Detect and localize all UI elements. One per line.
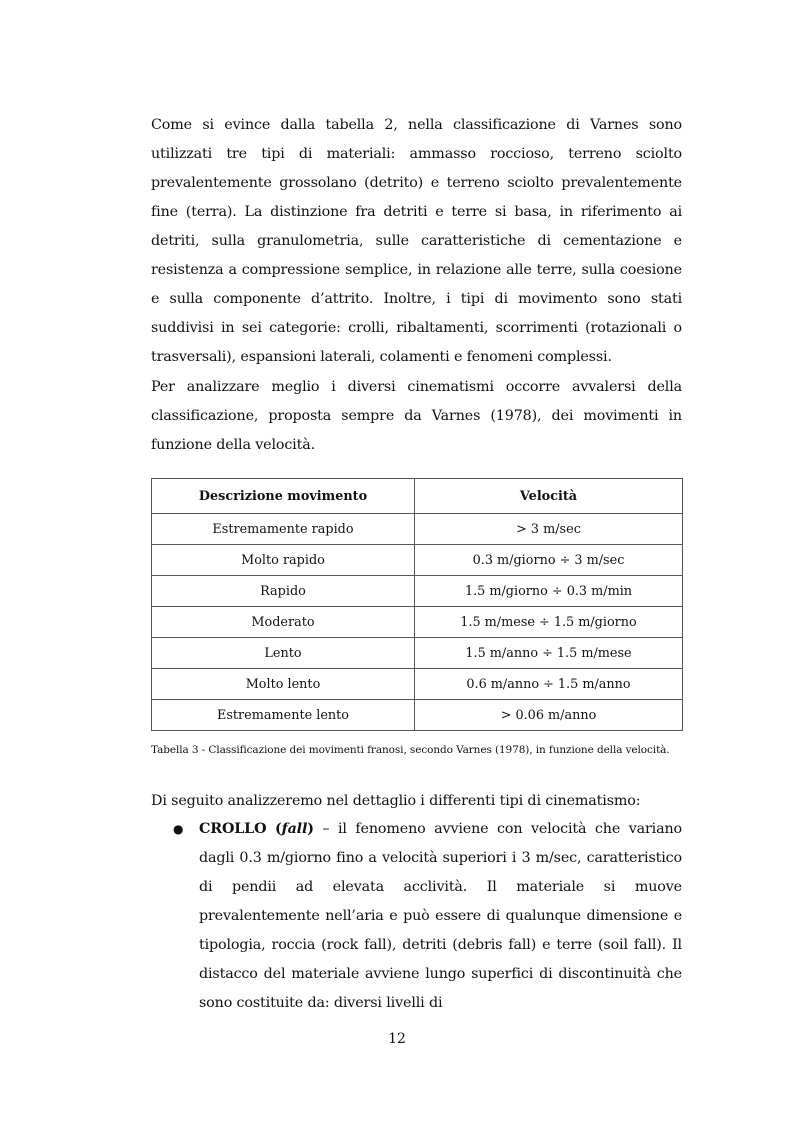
velocity-classification-table <box>151 478 683 731</box>
table-row <box>152 669 683 700</box>
table-cell-velocity: 1.5 m/mese ÷ 1.5 m/giorno <box>415 607 683 638</box>
table-row <box>152 576 683 607</box>
paragraph-varnes-materials: Come si evince dalla tabella 2, nella classificazione di Varnes sono utilizzati tre tipi di materiali: ammasso roccioso, terreno sciolto prevalentemente grossolano (detrito) e terreno sciolto prevalentemente fine (terra). La distinzione fra detriti e terre si basa, in riferimento ai detriti, sulla granulometria, sulle caratteristiche di cementazione e resistenza a compressione semplice, in relazione alle terre, sulla coesione e sulla componente d’attrito. Inoltre, i tipi di movimento sono stati suddivisi in sei categorie: crolli, ribaltamenti, scorrimenti (rotazionali o trasversali), espansioni laterali, colamenti e fenomeni complessi. <box>151 117 682 365</box>
table-cell-description: Estremamente lento <box>152 700 415 731</box>
table-cell-velocity: 1.5 m/anno ÷ 1.5 m/mese <box>415 638 683 669</box>
page-number: 12 <box>388 1031 406 1047</box>
table-row <box>152 607 683 638</box>
table-cell-description: Moderato <box>152 607 415 638</box>
list-item-crollo <box>199 815 682 1018</box>
table-cell-velocity: > 0.06 m/anno <box>415 700 683 731</box>
table-cell-description: Molto lento <box>152 669 415 700</box>
table-cell-velocity: 0.3 m/giorno ÷ 3 m/sec <box>415 545 683 576</box>
table-header-row <box>152 479 683 514</box>
table-caption: Tabella 3 - Classificazione dei movimenti franosi, secondo Varnes (1978), in funzione della velocità. <box>151 744 670 756</box>
table-row <box>152 638 683 669</box>
bullet-term: CROLLO <box>199 821 267 837</box>
paragraph-velocity-intro: Per analizzare meglio i diversi cinematismi occorre avvalersi della classificazione, proposta sempre da Varnes (1978), dei movimenti in funzione della velocità. <box>151 379 682 453</box>
table-header-velocity: Velocità <box>415 479 683 514</box>
table-row <box>152 514 683 545</box>
table-cell-description: Rapido <box>152 576 415 607</box>
table-cell-description: Estremamente rapido <box>152 514 415 545</box>
table-cell-description: Lento <box>152 638 415 669</box>
table-cell-velocity: 0.6 m/anno ÷ 1.5 m/anno <box>415 669 683 700</box>
bullet-term-english: fall <box>281 821 308 837</box>
table-cell-description: Molto rapido <box>152 545 415 576</box>
table-row <box>152 700 683 731</box>
bullet-term-close-paren: ) <box>307 821 314 837</box>
table-row <box>152 545 683 576</box>
table-header-description: Descrizione movimento <box>152 479 415 514</box>
table-cell-velocity: 1.5 m/giorno ÷ 0.3 m/min <box>415 576 683 607</box>
bullet-text: – il fenomeno avviene con velocità che variano dagli 0.3 m/giorno fino a velocità superiori i 3 m/sec, caratteristico di pendii ad elevata acclività. Il materiale si muove prevalentemente nell’aria e può essere di qualunque dimensione e tipologia, roccia (rock fall), detriti (debris fall) e terre (soil fall). Il distacco del materiale avviene lungo superfici di discontinuità che sono costituite da: diversi livelli di <box>199 821 682 1011</box>
paragraph-kinematics-intro: Di seguito analizzeremo nel dettaglio i differenti tipi di cinematismo: <box>151 793 641 809</box>
bullet-term-open-paren: ( <box>274 821 282 837</box>
bullet-dot-icon: ● <box>173 822 184 836</box>
table-cell-velocity: > 3 m/sec <box>415 514 683 545</box>
